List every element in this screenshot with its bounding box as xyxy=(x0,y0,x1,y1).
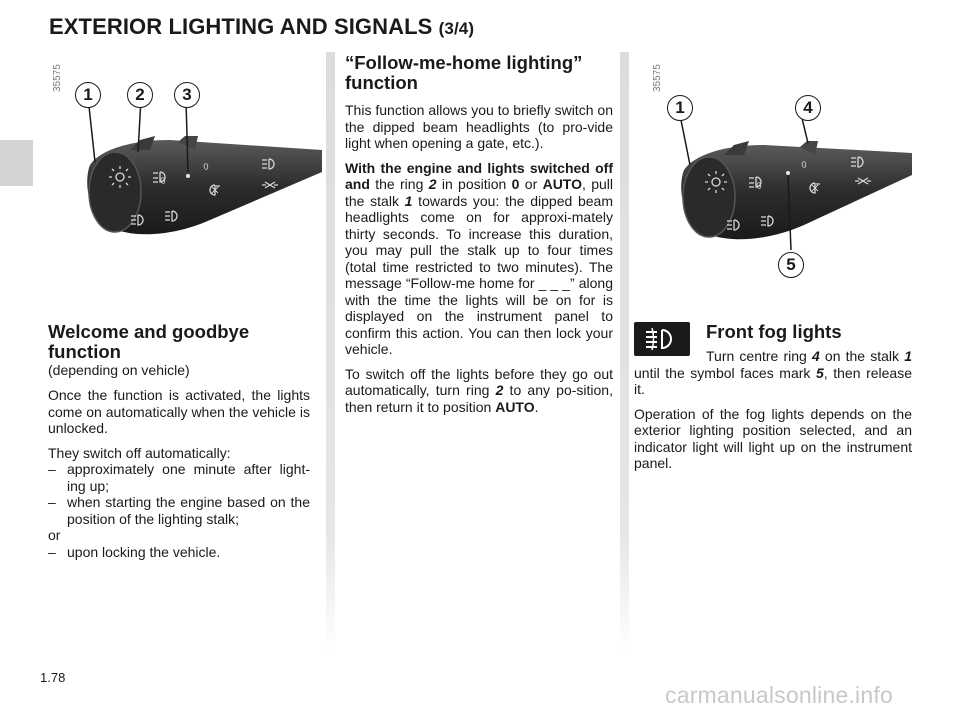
bold-text: AUTO xyxy=(495,398,535,415)
list-item: – when starting the engine based on the position of the lighting stalk; xyxy=(48,494,310,527)
text-run: , pull the stalk xyxy=(345,176,614,209)
text-run: . xyxy=(534,398,539,415)
paragraph: Operation of the fog lights depends on the exterior lighting position selected, and an indicator light will light up on the instrument panel. xyxy=(634,405,912,471)
text-run: To switch off the lights before they go out automatically, turn ring xyxy=(345,365,613,398)
paragraph xyxy=(345,160,613,358)
text-run: or xyxy=(519,176,543,192)
ref-number: 2 xyxy=(428,176,437,192)
ref-number: 1 xyxy=(904,348,912,364)
ref-number: 5 xyxy=(815,364,824,381)
bold-text: With the engine and lights switched off and xyxy=(345,159,613,192)
svg-text:0: 0 xyxy=(202,161,210,172)
callout-number: 1 xyxy=(667,95,693,121)
list-item-text: upon locking the vehicle. xyxy=(67,543,221,560)
list-item-text: when starting the engine based on the position of the lighting stalk; xyxy=(67,494,310,527)
ref-number: 4 xyxy=(811,348,820,364)
text-run: towards you: the dipped beam headlights come on for approxi-mately thirty seconds. To increase this duration, you may pull the stalk up to four times (total time restricted to two minutes). The message “Follow-me home for _ _ _” along with the time the lights will be on for is displayed on the instrument panel to confirm this action. You can then lock your vehicle. xyxy=(345,192,613,357)
text-run: in position xyxy=(436,176,512,192)
text-run: , then release it. xyxy=(634,364,912,397)
callout-number: 1 xyxy=(75,82,101,108)
figure-code-right: 35575 xyxy=(652,64,663,92)
svg-text:0: 0 xyxy=(159,175,167,186)
section-heading: Front fog lights xyxy=(706,321,842,342)
list-item-text: approximately one minute after light-ing up; xyxy=(67,461,310,494)
or-text: or xyxy=(48,527,61,543)
callout-number: 4 xyxy=(795,95,821,121)
callout-number: 3 xyxy=(174,82,200,108)
callout-number: 2 xyxy=(127,82,153,108)
text-run: until the symbol faces mark xyxy=(634,364,816,381)
ref-number: 1 xyxy=(404,192,413,209)
section-heading: “Follow-me-home lighting” function xyxy=(345,52,583,93)
follow-me-home-section xyxy=(345,53,613,423)
front-fog-lights-section xyxy=(634,322,912,480)
section-heading: Welcome and goodbye function xyxy=(48,321,250,362)
text-run: on the stalk xyxy=(819,348,905,364)
paragraph xyxy=(634,348,912,398)
text-run: Turn centre ring xyxy=(706,348,812,364)
bullet-list xyxy=(48,461,310,527)
section-note: (depending on vehicle) xyxy=(48,362,190,378)
text-run: the ring xyxy=(369,176,429,192)
figure-code-left: 35575 xyxy=(52,64,63,92)
watermark: carmanualsonline.info xyxy=(665,682,893,708)
column-divider-right xyxy=(620,52,629,652)
paragraph: Once the function is activated, the lights come on automatically when the vehicle is unlocked. xyxy=(48,387,310,436)
svg-text:0: 0 xyxy=(755,180,763,191)
page-number: 1.78 xyxy=(40,670,66,685)
section-tab xyxy=(0,140,33,186)
list-item: – approximately one minute after light-ing up; xyxy=(48,461,310,494)
bold-text: AUTO xyxy=(542,176,582,192)
callout-number: 5 xyxy=(778,252,804,278)
page-title-main: EXTERIOR LIGHTING AND SIGNALS xyxy=(49,14,433,39)
svg-text:0: 0 xyxy=(800,159,808,170)
lighting-stalk-illustration-right xyxy=(660,95,912,275)
list-item: – upon locking the vehicle. xyxy=(48,543,221,560)
column-divider-left xyxy=(326,52,335,652)
page-title-part: (3/4) xyxy=(438,19,475,38)
paragraph xyxy=(345,366,613,416)
bullet-list xyxy=(48,544,310,561)
paragraph: They switch off automatically: xyxy=(48,444,231,461)
text-run: to any po-sition, then return it to position xyxy=(345,382,613,415)
bold-text: 0 xyxy=(511,176,520,192)
paragraph: This function allows you to briefly switch on the dipped beam headlights (to pro-vide light when opening a gate, etc.). xyxy=(345,102,613,151)
page-title xyxy=(49,14,474,40)
ref-number: 2 xyxy=(495,382,504,398)
welcome-goodbye-section xyxy=(48,322,310,560)
